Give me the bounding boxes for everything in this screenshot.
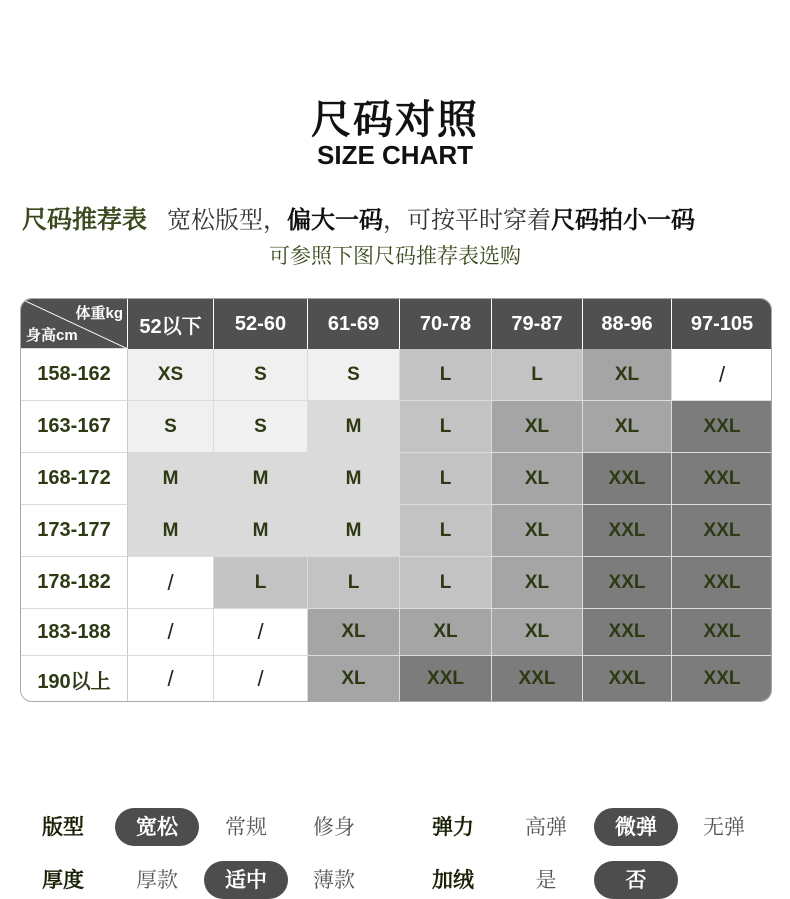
height-row-header: 163-167 <box>21 401 128 453</box>
size-cell: L <box>308 557 400 609</box>
size-cell: XL <box>492 557 583 609</box>
attr-fit-option-loose[interactable]: 宽松 <box>115 808 199 846</box>
attr-fleece-option-no[interactable]: 否 <box>594 861 678 899</box>
size-cell: M <box>308 505 400 557</box>
attr-thickness-label: 厚度 <box>42 868 84 892</box>
attr-stretch-option-high[interactable]: 高弹 <box>525 815 567 839</box>
size-cell: L <box>492 349 583 401</box>
size-cell: S <box>128 401 214 453</box>
size-cell: M <box>308 401 400 453</box>
height-row-header: 183-188 <box>21 609 128 656</box>
size-cell: XL <box>492 401 583 453</box>
page-title: 尺码对照 <box>311 97 479 143</box>
size-cell: XXL <box>583 656 672 702</box>
size-cell: XXL <box>400 656 492 702</box>
corner-height-label: 身高cm <box>26 327 78 344</box>
recommend-text-3: ，可按平时穿着 <box>383 206 552 234</box>
size-cell: M <box>214 505 308 557</box>
weight-column-header: 61-69 <box>308 299 400 349</box>
size-cell: L <box>400 505 492 557</box>
size-cell: L <box>214 557 308 609</box>
size-cell: XL <box>583 349 672 401</box>
attr-stretch-option-slight[interactable]: 微弹 <box>594 808 678 846</box>
recommend-text-2: 偏大一码 <box>287 206 384 234</box>
weight-column-header: 52以下 <box>128 299 214 349</box>
corner-weight-label: 体重kg <box>75 305 123 322</box>
size-cell: XXL <box>583 609 672 656</box>
recommend-label: 尺码推荐表 <box>22 205 148 234</box>
size-cell: S <box>308 349 400 401</box>
size-cell: S <box>214 349 308 401</box>
attr-fit-label: 版型 <box>42 815 84 839</box>
weight-column-header: 79-87 <box>492 299 583 349</box>
recommend-subtitle: 可参照下图尺码推荐表选购 <box>269 244 521 268</box>
size-cell: XXL <box>583 453 672 505</box>
size-cell: M <box>214 453 308 505</box>
recommend-line <box>22 200 695 236</box>
size-cell: XS <box>128 349 214 401</box>
height-row-header: 158-162 <box>21 349 128 401</box>
weight-column-header: 70-78 <box>400 299 492 349</box>
attr-fit-option-regular[interactable]: 常规 <box>225 815 267 839</box>
attr-thickness-option-medium[interactable]: 适中 <box>204 861 288 899</box>
weight-column-header: 52-60 <box>214 299 308 349</box>
size-cell: / <box>128 609 214 656</box>
height-row-header: 190以上 <box>21 656 128 702</box>
attr-thickness-option-thin[interactable]: 薄款 <box>313 868 355 892</box>
size-cell: L <box>400 557 492 609</box>
attr-stretch-label: 弹力 <box>432 815 474 839</box>
size-cell: XXL <box>672 656 772 702</box>
size-cell: XL <box>583 401 672 453</box>
size-cell: L <box>400 453 492 505</box>
size-cell: XXL <box>583 505 672 557</box>
height-row-header: 168-172 <box>21 453 128 505</box>
attr-fleece-label: 加绒 <box>432 868 474 892</box>
size-cell: / <box>128 656 214 702</box>
size-cell: L <box>400 401 492 453</box>
attr-fleece-option-yes[interactable]: 是 <box>535 868 557 892</box>
size-cell: M <box>128 453 214 505</box>
size-cell: XL <box>492 505 583 557</box>
height-row-header: 173-177 <box>21 505 128 557</box>
size-cell: XXL <box>672 557 772 609</box>
size-cell: L <box>400 349 492 401</box>
size-cell: M <box>308 453 400 505</box>
recommend-text-1: 宽松版型， <box>167 206 288 234</box>
size-cell: XL <box>308 609 400 656</box>
attr-thickness-option-thick[interactable]: 厚款 <box>136 868 178 892</box>
size-cell: XL <box>400 609 492 656</box>
size-cell: XXL <box>672 505 772 557</box>
size-cell: XL <box>492 453 583 505</box>
size-cell: XL <box>492 609 583 656</box>
size-cell: XL <box>308 656 400 702</box>
size-cell: / <box>214 609 308 656</box>
table-corner <box>21 299 128 349</box>
attr-fit-option-slim[interactable]: 修身 <box>313 815 355 839</box>
size-cell: XXL <box>672 609 772 656</box>
size-cell: XXL <box>492 656 583 702</box>
size-cell: XXL <box>672 401 772 453</box>
size-table <box>20 298 772 702</box>
size-cell: XXL <box>672 453 772 505</box>
size-cell: S <box>214 401 308 453</box>
weight-column-header: 88-96 <box>583 299 672 349</box>
height-row-header: 178-182 <box>21 557 128 609</box>
size-cell: / <box>128 557 214 609</box>
recommend-text-4: 尺码拍小一码 <box>551 206 696 234</box>
size-cell: / <box>214 656 308 702</box>
page-subtitle: SIZE CHART <box>317 140 473 170</box>
size-cell: / <box>672 349 772 401</box>
attr-stretch-option-none[interactable]: 无弹 <box>703 815 745 839</box>
weight-column-header: 97-105 <box>672 299 772 349</box>
size-cell: M <box>128 505 214 557</box>
size-cell: XXL <box>583 557 672 609</box>
